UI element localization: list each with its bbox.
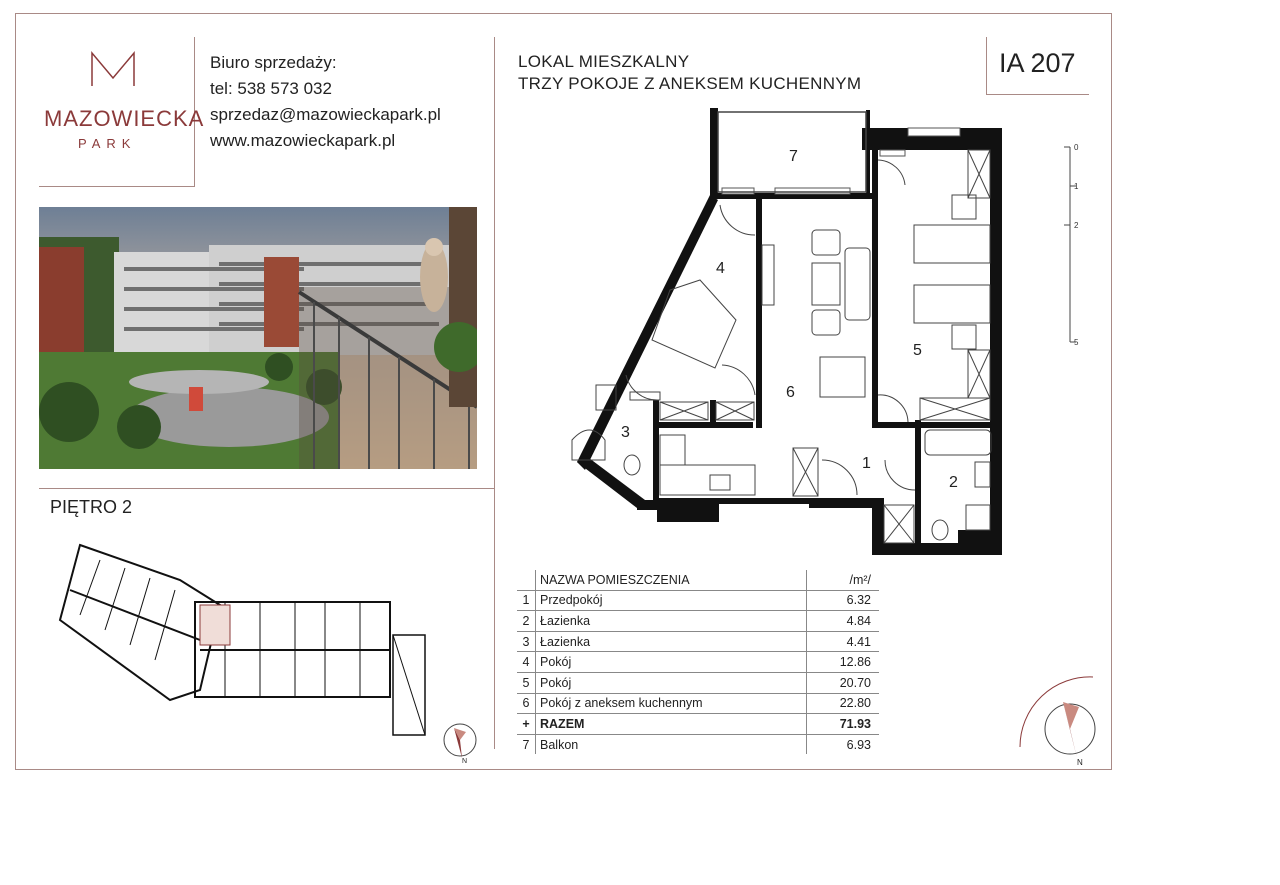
row-area: 20.70 <box>807 672 880 693</box>
row-name: Pokój z aneksem kuchennym <box>536 693 807 714</box>
divider-vertical-main <box>494 37 495 749</box>
row-area: 22.80 <box>807 693 880 714</box>
brand-sub: PARK <box>78 136 137 151</box>
row-number: 5 <box>517 672 536 693</box>
room-label-5: 5 <box>913 342 922 359</box>
scale-tick-0: 0 <box>1074 143 1079 152</box>
scale-tick-2: 2 <box>1074 221 1079 230</box>
total-area: 71.93 <box>807 714 880 735</box>
row-area: 6.32 <box>807 590 880 611</box>
table-header-name: NAZWA POMIESZCZENIA <box>536 570 807 590</box>
table-row <box>517 734 879 754</box>
floor-label: PIĘTRO 2 <box>50 497 133 517</box>
divider-code-bottom <box>986 94 1089 95</box>
row-number: 2 <box>517 611 536 632</box>
row-number: 4 <box>517 652 536 673</box>
brand-logo <box>40 48 205 158</box>
room-label-7: 7 <box>789 148 798 165</box>
row-name: Balkon <box>536 734 807 754</box>
table-row <box>517 611 879 632</box>
scale-tick-1: 1 <box>1074 182 1079 191</box>
floor-plan <box>545 105 1005 560</box>
key-plan-compass-n: N <box>462 758 468 764</box>
scale-tick-5: 5 <box>1074 338 1079 347</box>
key-plan-compass <box>440 722 480 764</box>
rooms-table <box>517 570 879 754</box>
row-number: 6 <box>517 693 536 714</box>
table-header-unit: /m²/ <box>807 570 880 590</box>
sales-office-label: Biuro sprzedaży: <box>210 53 337 72</box>
row-name: Łazienka <box>536 611 807 632</box>
total-name: RAZEM <box>536 714 807 735</box>
room-label-2: 2 <box>949 474 958 491</box>
floor-plan-drawing <box>545 105 1005 560</box>
building-key-plan <box>50 540 440 740</box>
row-area: 4.84 <box>807 611 880 632</box>
unit-type-line1: LOKAL MIESZKALNY <box>518 52 690 71</box>
row-name: Pokój <box>536 652 807 673</box>
divider-logo-bottom <box>39 186 195 187</box>
table-row <box>517 693 879 714</box>
brand-name: MAZOWIECKA <box>44 106 205 131</box>
row-area: 4.41 <box>807 631 880 652</box>
scale-bar <box>1060 140 1090 350</box>
table-row <box>517 590 879 611</box>
room-label-3: 3 <box>621 424 630 441</box>
row-name: Pokój <box>536 672 807 693</box>
email-link[interactable]: sprzedaz@mazowieckapark.pl <box>210 105 441 124</box>
building-rendering-image <box>39 207 477 469</box>
room-label-4: 4 <box>716 260 725 277</box>
table-row <box>517 631 879 652</box>
row-number: 1 <box>517 590 536 611</box>
unit-type <box>518 51 861 95</box>
table-total-row <box>517 714 879 735</box>
website-link[interactable]: www.mazowieckapark.pl <box>210 131 396 150</box>
row-number: 3 <box>517 631 536 652</box>
row-name: Przedpokój <box>536 590 807 611</box>
total-marker: + <box>517 714 536 735</box>
room-label-6: 6 <box>786 384 795 401</box>
unit-code: IA 207 <box>999 48 1076 78</box>
divider-code-left <box>986 37 987 94</box>
phone-number: tel: 538 573 032 <box>210 79 332 98</box>
row-area: 12.86 <box>807 652 880 673</box>
table-row <box>517 652 879 673</box>
table-header-row <box>517 570 879 590</box>
row-number: 7 <box>517 734 536 754</box>
logo-monogram-icon <box>40 48 190 93</box>
room-label-1: 1 <box>862 455 871 472</box>
contact-block <box>210 50 441 154</box>
north-compass <box>1015 672 1105 770</box>
table-header-number <box>517 570 536 590</box>
row-area: 6.93 <box>846 737 871 752</box>
table-row <box>517 672 879 693</box>
divider-floor-top <box>39 488 495 489</box>
unit-type-line2: TRZY POKOJE Z ANEKSEM KUCHENNYM <box>518 74 862 93</box>
row-name: Łazienka <box>536 631 807 652</box>
north-compass-n: N <box>1077 758 1083 767</box>
